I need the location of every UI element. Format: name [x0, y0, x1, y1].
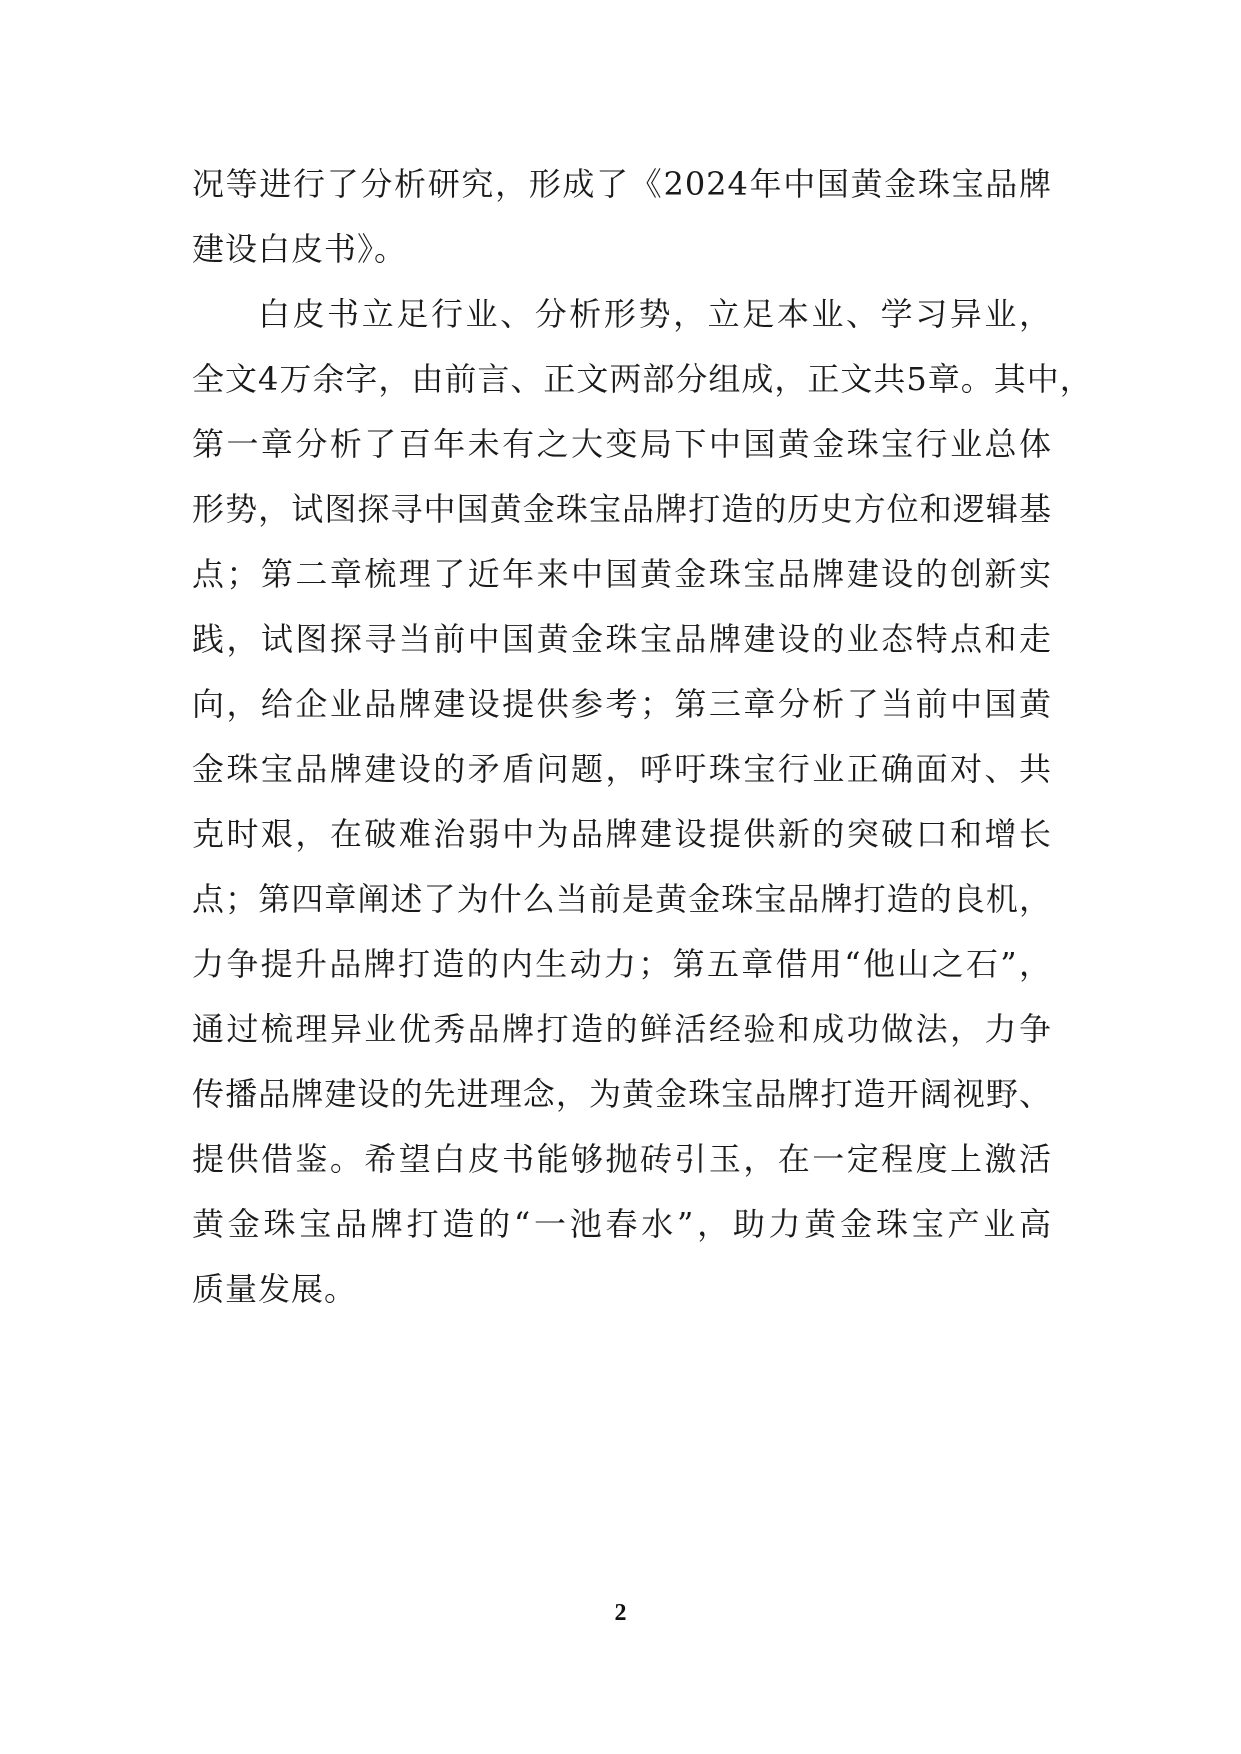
paragraph-1-line-2: 建设白皮书》。	[192, 230, 408, 268]
paragraph-2-line-14: 提供借鉴。希望白皮书能够抛砖引玉，在一定程度上激活	[192, 1140, 1052, 1178]
paragraph-2-line-6: 践，试图探寻当前中国黄金珠宝品牌建设的业态特点和走	[192, 620, 1052, 658]
paragraph-2-line-2: 全文4万余字，由前言、正文两部分组成，正文共5章。其中，	[192, 360, 1093, 398]
paragraph-2-line-5: 点；第二章梳理了近年来中国黄金珠宝品牌建设的创新实	[192, 555, 1052, 593]
body-text	[192, 152, 1093, 1322]
paragraph-2-line-4: 形势，试图探寻中国黄金珠宝品牌打造的历史方位和逻辑基	[192, 490, 1052, 528]
paragraph-2-line-12: 通过梳理异业优秀品牌打造的鲜活经验和成功做法，力争	[192, 1010, 1052, 1048]
paragraph-2-line-1: 白皮书立足行业、分析形势，立足本业、学习异业，	[258, 295, 1052, 333]
paragraph-2-line-7: 向，给企业品牌建设提供参考；第三章分析了当前中国黄	[192, 685, 1052, 723]
paragraph-2-line-11: 力争提升品牌打造的内生动力；第五章借用“他山之石”，	[192, 945, 1052, 983]
paragraph-2-line-13: 传播品牌建设的先进理念，为黄金珠宝品牌打造开阔视野、	[192, 1075, 1052, 1113]
page-number: 2	[614, 1600, 627, 1626]
paragraph-2-line-10: 点；第四章阐述了为什么当前是黄金珠宝品牌打造的良机，	[192, 880, 1052, 918]
paragraph-2-line-15: 黄金珠宝品牌打造的“一池春水”，助力黄金珠宝产业高	[192, 1205, 1052, 1243]
paragraph-2-line-16: 质量发展。	[192, 1270, 358, 1308]
paragraph-2-line-8: 金珠宝品牌建设的矛盾问题，呼吁珠宝行业正确面对、共	[192, 750, 1052, 788]
paragraph-1-line-1: 况等进行了分析研究，形成了《2024年中国黄金珠宝品牌	[192, 165, 1052, 203]
paragraph-2-line-3: 第一章分析了百年未有之大变局下中国黄金珠宝行业总体	[192, 425, 1052, 463]
paragraph-2-line-9: 克时艰，在破难治弱中为品牌建设提供新的突破口和增长	[192, 815, 1052, 853]
